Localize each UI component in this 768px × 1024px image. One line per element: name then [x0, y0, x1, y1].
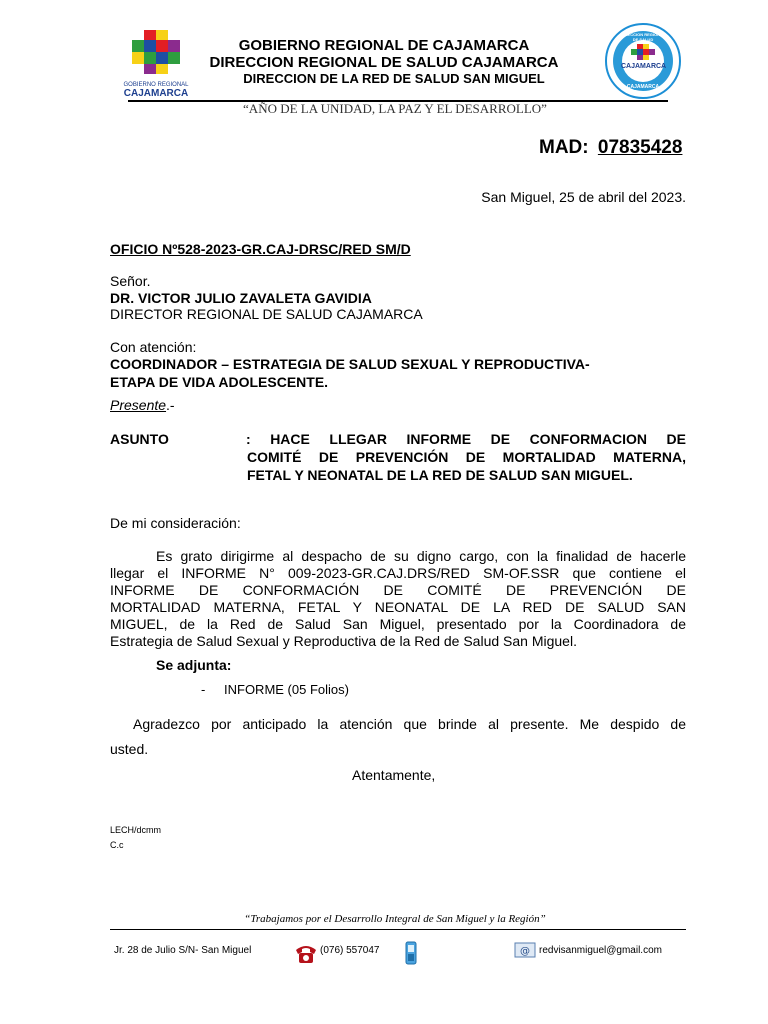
footer-email: redvisanmiguel@gmail.com — [539, 945, 662, 956]
signoff: Atentamente, — [352, 767, 436, 783]
closing-line-2: usted. — [110, 741, 149, 757]
phone-icon — [292, 940, 320, 966]
logo-left-name: CAJAMARCA — [123, 88, 189, 99]
greeting: De mi consideración: — [110, 515, 241, 531]
mobile-phone-icon — [405, 941, 417, 965]
asunto-line-1: : HACE LLEGAR INFORME DE CONFORMACION DE — [246, 431, 686, 447]
letter-date: San Miguel, 25 de abril del 2023. — [481, 189, 686, 205]
logo-left-small-text: GOBIERNO REGIONAL — [123, 82, 189, 88]
recipient-salutation: Señor. — [110, 273, 151, 289]
initials: LECH/dcmm — [110, 825, 162, 835]
mad-label: MAD: — [539, 137, 589, 158]
oficio-number: OFICIO Nº528-2023-GR.CAJ-DRSC/RED SM/D — [110, 241, 411, 257]
body-line-3: INFORME DE CONFORMACIÓN DE COMITÉ DE PREVENCIÓN DE — [110, 582, 686, 598]
mad-reference — [539, 137, 682, 159]
header-line-3: DIRECCION DE LA RED DE SALUD SAN MIGUEL — [243, 71, 545, 86]
header-line-2: DIRECCION REGIONAL DE SALUD CAJAMARCA — [209, 54, 559, 71]
footer-divider — [110, 929, 686, 930]
presente-word: Presente — [110, 397, 167, 413]
closing-line-1: Agradezco por anticipado la atención que brinde al presente. Me despido de — [133, 716, 686, 732]
body-line-6: Estrategia de Salud Sexual y Reproductiva de la Red de Salud San Miguel. — [110, 633, 577, 649]
header-motto: “AÑO DE LA UNIDAD, LA PAZ Y EL DESARROLLO” — [243, 101, 547, 116]
header-line-1: GOBIERNO REGIONAL DE CAJAMARCA — [238, 37, 530, 54]
asunto-line-3: FETAL Y NEONATAL DE LA RED DE SALUD SAN MIGUEL. — [247, 467, 633, 483]
logo-right-ring-text: DIRECCION REGIONAL DE SALUD — [620, 32, 666, 42]
mad-number: 07835428 — [597, 137, 683, 158]
attachment-label: Se adjunta: — [156, 657, 232, 673]
email-icon — [514, 941, 536, 959]
attachment-dash: - — [201, 682, 206, 697]
footer-address: Jr. 28 de Julio S/N- San Miguel — [114, 945, 252, 956]
asunto-label: ASUNTO — [110, 431, 169, 447]
presente-suffix: .- — [166, 397, 175, 413]
logo-right-name: CAJAMARCA — [621, 63, 667, 70]
body-line-5: MIGUEL, de la Red de Salud San Miguel, presentado por la Coordinadora de — [110, 616, 686, 632]
attention-line-1: COORDINADOR – ESTRATEGIA DE SALUD SEXUAL Y REPRODUCTIVA- — [110, 356, 590, 372]
body-line-1: Es grato dirigirme al despacho de su digno cargo, con la finalidad de hacerle — [156, 548, 686, 564]
attachment-item: INFORME (05 Folios) — [224, 682, 349, 697]
logo-right-bottom-text: CAJAMARCA — [626, 84, 660, 90]
attention-line-2: ETAPA DE VIDA ADOLESCENTE. — [110, 374, 329, 390]
recipient-name: DR. VICTOR JULIO ZAVALETA GAVIDIA — [110, 290, 372, 306]
recipient-title: DIRECTOR REGIONAL DE SALUD CAJAMARCA — [110, 306, 423, 322]
footer-phone: (076) 557047 — [320, 945, 380, 956]
asunto-line-2: COMITÉ DE PREVENCIÓN DE MORTALIDAD MATERNA, — [247, 449, 686, 465]
attention-label: Con atención: — [110, 339, 197, 355]
carbon-copy: C.c — [110, 840, 124, 850]
body-line-4: MORTALIDAD MATERNA, FETAL Y NEONATAL DE LA RED DE SALUD SAN — [110, 599, 686, 615]
body-line-2: llegar el INFORME N° 009-2023-GR.CAJ.DRS/RED SM-OF.SSR que contiene el — [110, 565, 686, 581]
footer-slogan: “Trabajamos por el Desarrollo Integral de San Miguel y la Región” — [244, 913, 546, 925]
presente — [110, 397, 175, 414]
svg-text:@: @ — [520, 946, 530, 957]
